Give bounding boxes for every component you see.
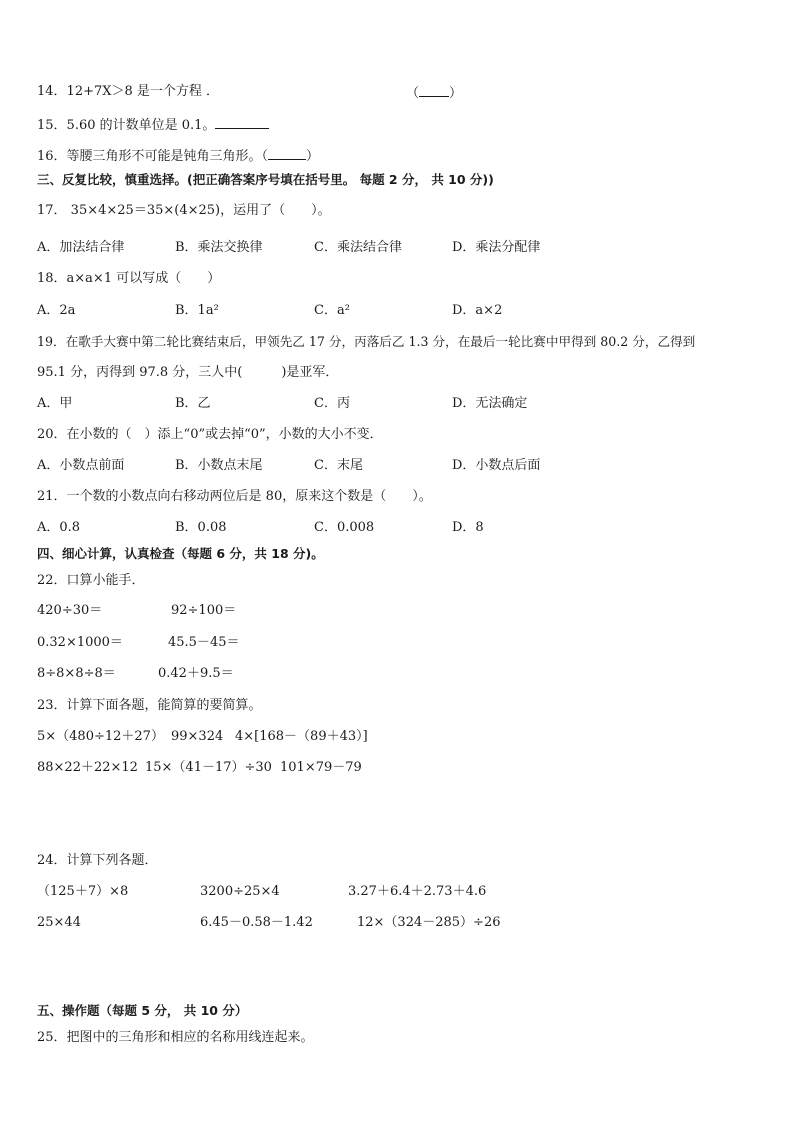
calc-item: 25×44 [37,915,81,930]
section-5-heading: 五、操作题（每题 5 分， 共 10 分） [37,1003,248,1018]
question-23-title: 23．计算下面各题，能简算的要简算。 [37,698,262,713]
question-21: 21．一个数的小数点向右移动两位后是 80，原来这个数是（ ）。 [37,489,432,504]
option-b[interactable]: B．乙 [175,396,211,411]
calc-item: 101×79－79 [280,760,362,775]
option-c[interactable]: C．末尾 [314,458,363,473]
calc-item: 88×22＋22×12 [37,760,138,775]
calc-item: 5×（480÷12＋27） [37,729,164,744]
option-d[interactable]: D．小数点后面 [452,458,541,473]
question-16-text: 16．等腰三角形不可能是钝角三角形。（ [37,149,269,164]
question-14-answer[interactable]: （ ） [406,86,463,101]
answer-blank[interactable] [419,84,449,97]
option-b[interactable]: B．小数点末尾 [175,458,263,473]
option-c[interactable]: C．丙 [314,396,350,411]
option-a[interactable]: A．甲 [37,396,73,411]
mental-math-item: 8÷8×8÷8＝ [37,666,116,681]
calc-item: 12×（324－285）÷26 [357,915,501,930]
question-15 [37,116,269,134]
section-4-heading: 四、细心计算，认真检查（每题 6 分，共 18 分)。 [37,546,324,561]
option-a[interactable]: A．小数点前面 [37,458,125,473]
question-20: 20．在小数的（ ）添上“0”或去掉“0”，小数的大小不变． [37,427,383,442]
option-a[interactable]: A．2a [37,303,76,318]
question-24-title: 24．计算下列各题． [37,853,158,868]
question-18: 18．a×a×1 可以写成（ ） [37,271,221,286]
mental-math-item: 0.42＋9.5＝ [158,666,234,681]
option-b[interactable]: B．0.08 [175,520,227,535]
question-14-text: 14．12+7X＞8 是一个方程 ． [37,84,220,99]
question-19-line-1: 19．在歌手大赛中第二轮比赛结束后，甲领先乙 17 分，丙落后乙 1.3 分，在最后一轮比赛中甲得到 80.2 分，乙得到 [37,334,696,349]
answer-blank[interactable] [215,116,269,129]
question-19-line-2: 95.1 分，丙得到 97.8 分，三人中( )是亚军． [37,365,339,380]
mental-math-item: 0.32×1000＝ [37,635,123,650]
question-25: 25．把图中的三角形和相应的名称用线连起来。 [37,1030,314,1045]
option-c[interactable]: C．乘法结合律 [314,240,402,255]
calc-item: 3.27＋6.4＋2.73＋4.6 [348,884,487,899]
mental-math-item: 45.5－45＝ [168,635,240,650]
calc-item: （125＋7）×8 [37,884,129,899]
option-c[interactable]: C．a² [314,303,350,318]
question-15-text: 15．5.60 的计数单位是 0.1。 [37,118,216,133]
mental-math-item: 92÷100＝ [171,603,237,618]
section-3-heading: 三、反复比较，慎重选择。(把正确答案序号填在括号里。 每题 2 分， 共 10 分)) [37,172,494,187]
option-d[interactable]: D．8 [452,520,484,535]
question-17: 17． 35×4×25＝35×(4×25)，运用了（ ）。 [37,203,331,218]
option-c[interactable]: C．0.008 [314,520,375,535]
option-a[interactable]: A．0.8 [37,520,81,535]
option-d[interactable]: D．乘法分配律 [452,240,541,255]
calc-item: 6.45－0.58－1.42 [200,915,313,930]
option-b[interactable]: B．1a² [175,303,219,318]
question-16: 16．等腰三角形不可能是钝角三角形。（ ） [37,149,320,164]
option-a[interactable]: A．加法结合律 [37,240,125,255]
calc-item: 15×（41－17）÷30 [145,760,272,775]
answer-blank[interactable] [268,147,306,160]
option-d[interactable]: D．a×2 [452,303,503,318]
calc-item: 99×324 [171,729,224,744]
option-d[interactable]: D．无法确定 [452,396,528,411]
mental-math-item: 420÷30＝ [37,603,103,618]
calc-item: 4×[168－（89＋43）] [235,729,368,744]
calc-item: 3200÷25×4 [200,884,280,899]
option-b[interactable]: B．乘法交换律 [175,240,263,255]
question-22-title: 22．口算小能手． [37,573,145,588]
question-14 [37,84,219,100]
